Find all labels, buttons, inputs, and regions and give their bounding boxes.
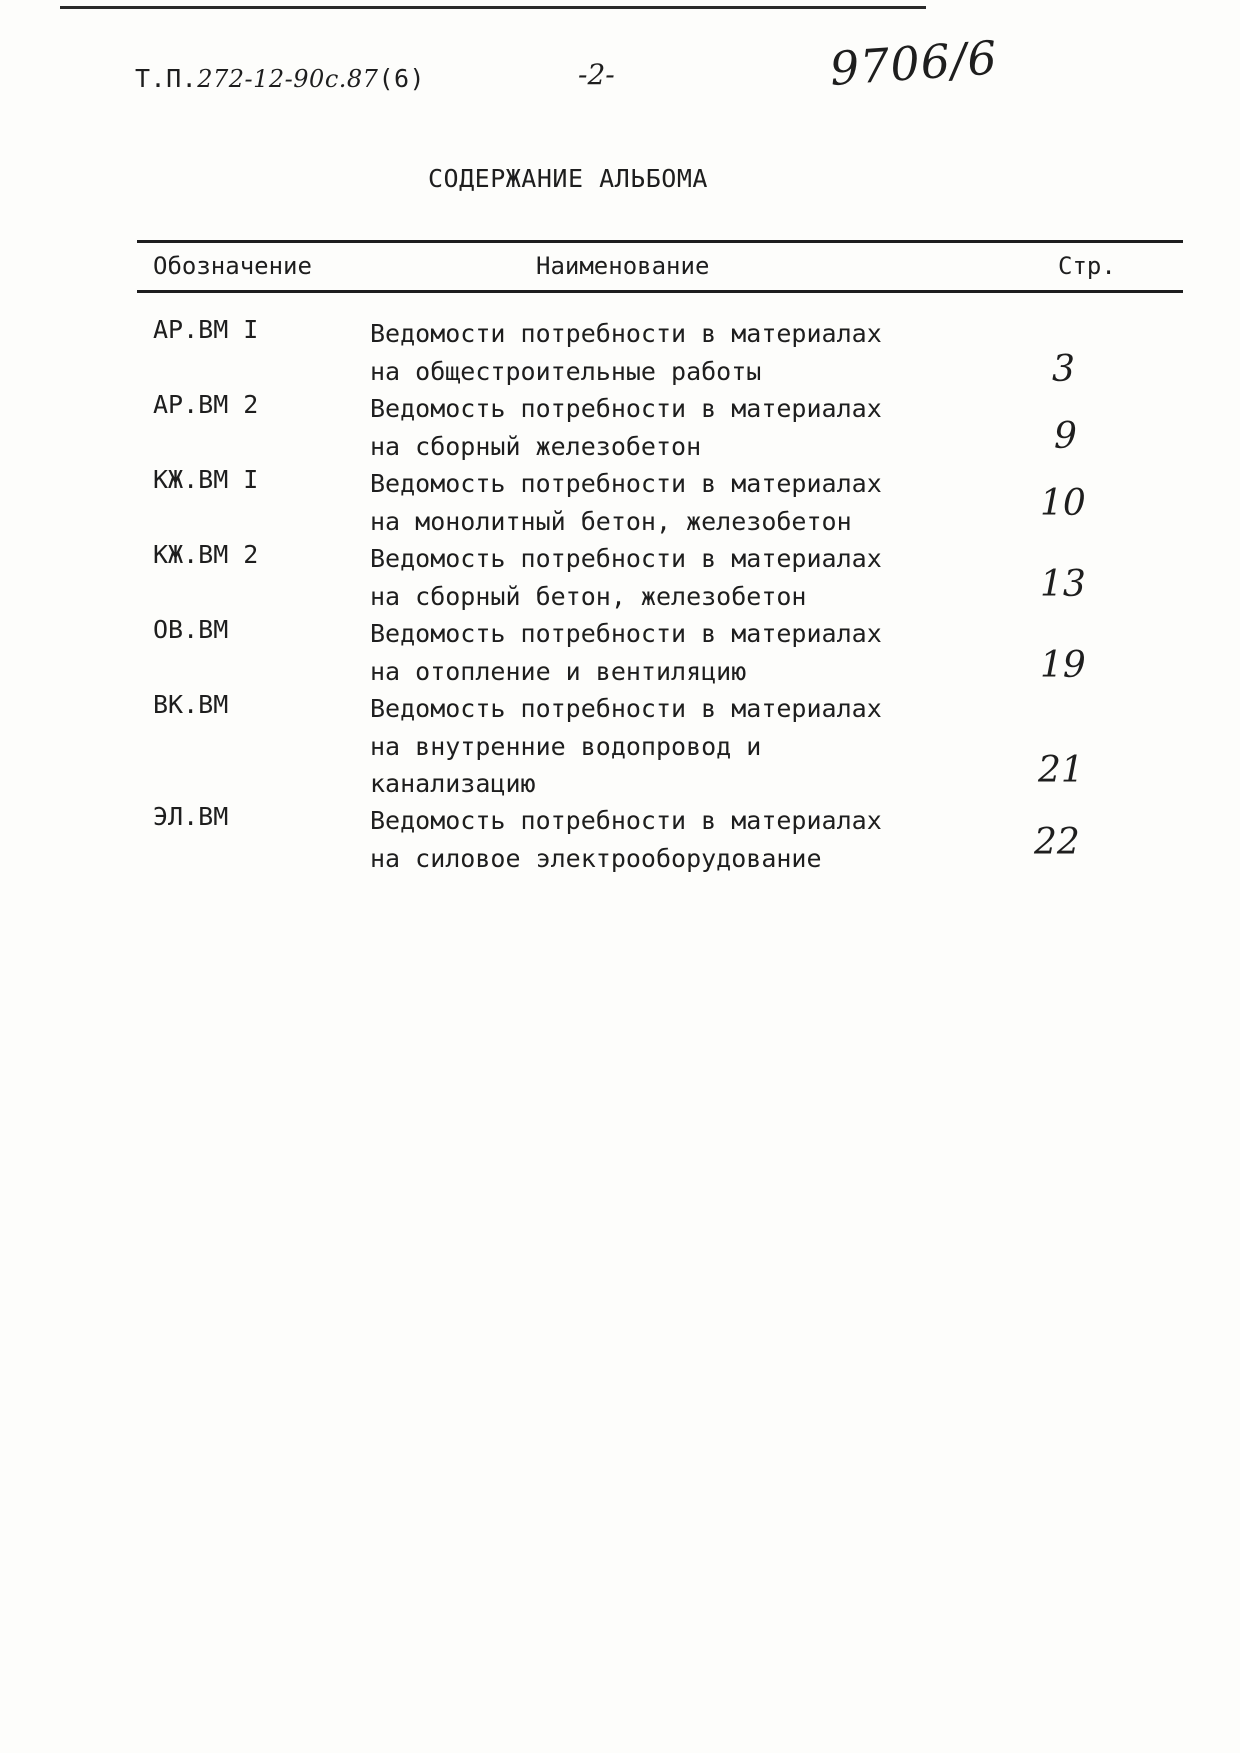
row-designation: КЖ.ВМ I: [153, 465, 259, 494]
row-page: 3: [1052, 349, 1075, 390]
inventory-number: 9706/6: [828, 30, 1000, 96]
top-border-line: [60, 6, 926, 9]
row-page: 9: [1054, 416, 1077, 457]
row-designation: ВК.ВМ: [153, 690, 229, 719]
album-contents-title: СОДЕРЖАНИЕ АЛЬБОМА: [428, 164, 708, 193]
row-designation: ОВ.ВМ: [153, 615, 229, 644]
table-header-rule: [137, 290, 1183, 293]
document-code: [135, 64, 425, 93]
row-designation: ЭЛ.ВМ: [153, 802, 229, 831]
column-header-designation: Обозначение: [153, 252, 312, 280]
row-page: 10: [1040, 483, 1086, 524]
row-designation: АР.ВМ I: [153, 315, 259, 344]
row-page: 13: [1040, 564, 1086, 605]
row-page: 22: [1034, 822, 1080, 863]
row-page: 19: [1040, 645, 1086, 686]
row-name: Ведомость потребности в материалах на отопление и вентиляцию: [370, 619, 882, 686]
page-number: -2-: [578, 58, 615, 91]
document-code-prefix: Т.П.: [135, 64, 198, 93]
row-name: Ведомость потребности в материалах на сборный бетон, железобетон: [370, 544, 882, 611]
row-name: Ведомость потребности в материалах на монолитный бетон, железобетон: [370, 469, 882, 536]
document-code-handwritten: 272-12-90с.87: [197, 65, 379, 93]
row-name: Ведомости потребности в материалах на общестроительные работы: [370, 319, 882, 386]
row-designation: АР.ВМ 2: [153, 390, 259, 419]
column-header-name: Наименование: [536, 252, 710, 280]
row-name: Ведомость потребности в материалах на внутренние водопровод и канализацию: [370, 694, 882, 798]
row-page: 21: [1038, 750, 1084, 791]
table-top-rule: [137, 240, 1183, 243]
document-code-suffix: (6): [378, 64, 426, 93]
row-name: Ведомость потребности в материалах на силовое электрооборудование: [370, 806, 882, 873]
row-name: Ведомость потребности в материалах на сборный железобетон: [370, 394, 882, 461]
column-header-page: Стр.: [1058, 252, 1116, 280]
row-designation: КЖ.ВМ 2: [153, 540, 259, 569]
